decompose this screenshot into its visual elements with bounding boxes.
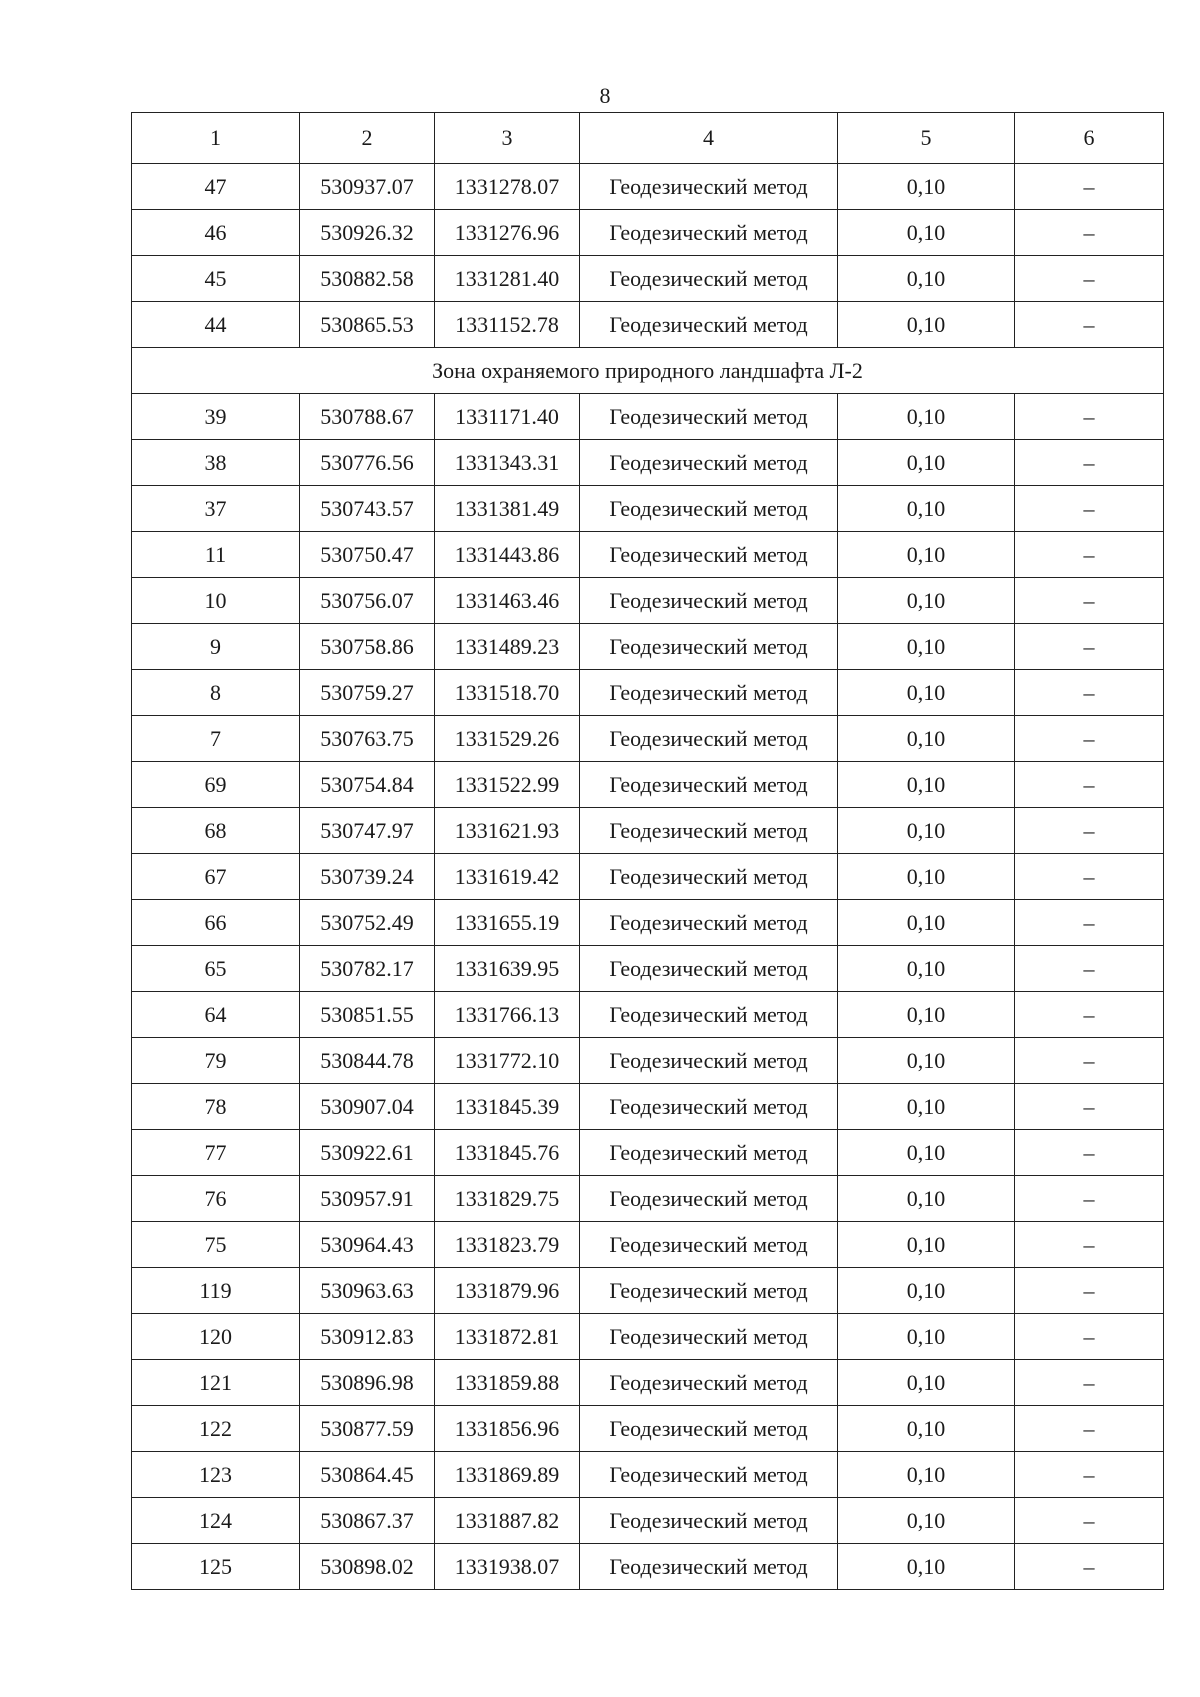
accuracy-cell: 0,10 [838,1314,1015,1360]
x-coordinate-cell: 530877.59 [300,1406,435,1452]
point-number-cell: 76 [132,1176,300,1222]
table-row [132,440,1164,486]
table-row [132,716,1164,762]
accuracy-cell: 0,10 [838,854,1015,900]
page-number: 8 [599,83,611,108]
x-coordinate-cell: 530964.43 [300,1222,435,1268]
x-coordinate-cell: 530758.86 [300,624,435,670]
note-cell: – [1015,1084,1164,1130]
coordinates-table-body [132,113,1164,1590]
table-row [132,946,1164,992]
accuracy-cell: 0,10 [838,256,1015,302]
accuracy-cell: 0,10 [838,1176,1015,1222]
table-row [132,900,1164,946]
point-number-cell: 69 [132,762,300,808]
table-row [132,578,1164,624]
y-coordinate-cell: 1331845.76 [435,1130,580,1176]
table-row [132,1452,1164,1498]
y-coordinate-cell: 1331443.86 [435,532,580,578]
y-coordinate-cell: 1331856.96 [435,1406,580,1452]
column-number-header: 1 [132,113,300,164]
table-row [132,1038,1164,1084]
table-row [132,1498,1164,1544]
note-cell: – [1015,440,1164,486]
x-coordinate-cell: 530937.07 [300,164,435,210]
y-coordinate-cell: 1331529.26 [435,716,580,762]
accuracy-cell: 0,10 [838,164,1015,210]
column-number-header: 4 [580,113,838,164]
table-row [132,854,1164,900]
x-coordinate-cell: 530851.55 [300,992,435,1038]
accuracy-cell: 0,10 [838,394,1015,440]
method-cell: Геодезический метод [580,624,838,670]
point-number-cell: 66 [132,900,300,946]
note-cell: – [1015,532,1164,578]
accuracy-cell: 0,10 [838,1222,1015,1268]
table-row [132,256,1164,302]
x-coordinate-cell: 530865.53 [300,302,435,348]
accuracy-cell: 0,10 [838,1130,1015,1176]
x-coordinate-cell: 530963.63 [300,1268,435,1314]
method-cell: Геодезический метод [580,900,838,946]
x-coordinate-cell: 530788.67 [300,394,435,440]
x-coordinate-cell: 530747.97 [300,808,435,854]
note-cell: – [1015,1268,1164,1314]
note-cell: – [1015,946,1164,992]
y-coordinate-cell: 1331343.31 [435,440,580,486]
table-row [132,532,1164,578]
x-coordinate-cell: 530754.84 [300,762,435,808]
method-cell: Геодезический метод [580,1176,838,1222]
zone-title-row [132,348,1164,394]
method-cell: Геодезический метод [580,1452,838,1498]
accuracy-cell: 0,10 [838,900,1015,946]
y-coordinate-cell: 1331619.42 [435,854,580,900]
point-number-cell: 64 [132,992,300,1038]
method-cell: Геодезический метод [580,1038,838,1084]
point-number-cell: 121 [132,1360,300,1406]
note-cell: – [1015,1176,1164,1222]
accuracy-cell: 0,10 [838,302,1015,348]
table-row [132,992,1164,1038]
x-coordinate-cell: 530896.98 [300,1360,435,1406]
note-cell: – [1015,210,1164,256]
point-number-cell: 38 [132,440,300,486]
x-coordinate-cell: 530907.04 [300,1084,435,1130]
table-row [132,1268,1164,1314]
method-cell: Геодезический метод [580,808,838,854]
table-row [132,1084,1164,1130]
method-cell: Геодезический метод [580,1314,838,1360]
accuracy-cell: 0,10 [838,670,1015,716]
x-coordinate-cell: 530867.37 [300,1498,435,1544]
method-cell: Геодезический метод [580,164,838,210]
table-row [132,210,1164,256]
point-number-cell: 45 [132,256,300,302]
point-number-cell: 78 [132,1084,300,1130]
note-cell: – [1015,394,1164,440]
note-cell: – [1015,624,1164,670]
accuracy-cell: 0,10 [838,808,1015,854]
y-coordinate-cell: 1331887.82 [435,1498,580,1544]
point-number-cell: 8 [132,670,300,716]
x-coordinate-cell: 530898.02 [300,1544,435,1590]
point-number-cell: 68 [132,808,300,854]
column-number-header: 2 [300,113,435,164]
note-cell: – [1015,716,1164,762]
y-coordinate-cell: 1331879.96 [435,1268,580,1314]
note-cell: – [1015,992,1164,1038]
point-number-cell: 77 [132,1130,300,1176]
point-number-cell: 10 [132,578,300,624]
y-coordinate-cell: 1331845.39 [435,1084,580,1130]
y-coordinate-cell: 1331276.96 [435,210,580,256]
y-coordinate-cell: 1331171.40 [435,394,580,440]
point-number-cell: 79 [132,1038,300,1084]
note-cell: – [1015,1544,1164,1590]
y-coordinate-cell: 1331489.23 [435,624,580,670]
table-row [132,1406,1164,1452]
note-cell: – [1015,302,1164,348]
note-cell: – [1015,1130,1164,1176]
y-coordinate-cell: 1331872.81 [435,1314,580,1360]
point-number-cell: 119 [132,1268,300,1314]
accuracy-cell: 0,10 [838,1038,1015,1084]
y-coordinate-cell: 1331381.49 [435,486,580,532]
x-coordinate-cell: 530912.83 [300,1314,435,1360]
accuracy-cell: 0,10 [838,486,1015,532]
table-row [132,1130,1164,1176]
x-coordinate-cell: 530864.45 [300,1452,435,1498]
y-coordinate-cell: 1331938.07 [435,1544,580,1590]
method-cell: Геодезический метод [580,716,838,762]
point-number-cell: 125 [132,1544,300,1590]
method-cell: Геодезический метод [580,486,838,532]
x-coordinate-cell: 530739.24 [300,854,435,900]
table-row [132,670,1164,716]
table-row [132,1360,1164,1406]
column-number-header: 6 [1015,113,1164,164]
x-coordinate-cell: 530926.32 [300,210,435,256]
y-coordinate-cell: 1331621.93 [435,808,580,854]
x-coordinate-cell: 530957.91 [300,1176,435,1222]
y-coordinate-cell: 1331522.99 [435,762,580,808]
point-number-cell: 7 [132,716,300,762]
note-cell: – [1015,1498,1164,1544]
accuracy-cell: 0,10 [838,1084,1015,1130]
y-coordinate-cell: 1331766.13 [435,992,580,1038]
x-coordinate-cell: 530922.61 [300,1130,435,1176]
column-number-header: 3 [435,113,580,164]
table-row [132,1544,1164,1590]
y-coordinate-cell: 1331655.19 [435,900,580,946]
y-coordinate-cell: 1331859.88 [435,1360,580,1406]
note-cell: – [1015,762,1164,808]
accuracy-cell: 0,10 [838,440,1015,486]
point-number-cell: 44 [132,302,300,348]
method-cell: Геодезический метод [580,1084,838,1130]
x-coordinate-cell: 530756.07 [300,578,435,624]
method-cell: Геодезический метод [580,1130,838,1176]
accuracy-cell: 0,10 [838,210,1015,256]
accuracy-cell: 0,10 [838,1360,1015,1406]
table-row [132,164,1164,210]
x-coordinate-cell: 530743.57 [300,486,435,532]
table-row [132,302,1164,348]
accuracy-cell: 0,10 [838,1544,1015,1590]
x-coordinate-cell: 530750.47 [300,532,435,578]
note-cell: – [1015,1038,1164,1084]
y-coordinate-cell: 1331463.46 [435,578,580,624]
note-cell: – [1015,164,1164,210]
method-cell: Геодезический метод [580,532,838,578]
note-cell: – [1015,1314,1164,1360]
method-cell: Геодезический метод [580,992,838,1038]
note-cell: – [1015,578,1164,624]
x-coordinate-cell: 530782.17 [300,946,435,992]
y-coordinate-cell: 1331152.78 [435,302,580,348]
point-number-cell: 75 [132,1222,300,1268]
x-coordinate-cell: 530776.56 [300,440,435,486]
column-number-header: 5 [838,113,1015,164]
table-row [132,808,1164,854]
note-cell: – [1015,1452,1164,1498]
point-number-cell: 120 [132,1314,300,1360]
table-row [132,1176,1164,1222]
column-number-header-row [132,113,1164,164]
accuracy-cell: 0,10 [838,578,1015,624]
method-cell: Геодезический метод [580,1222,838,1268]
accuracy-cell: 0,10 [838,1498,1015,1544]
accuracy-cell: 0,10 [838,1452,1015,1498]
zone-title: Зона охраняемого природного ландшафта Л-2 [132,348,1164,394]
accuracy-cell: 0,10 [838,624,1015,670]
note-cell: – [1015,1360,1164,1406]
note-cell: – [1015,854,1164,900]
point-number-cell: 67 [132,854,300,900]
table-row [132,1222,1164,1268]
point-number-cell: 47 [132,164,300,210]
accuracy-cell: 0,10 [838,1268,1015,1314]
y-coordinate-cell: 1331772.10 [435,1038,580,1084]
method-cell: Геодезический метод [580,1360,838,1406]
y-coordinate-cell: 1331823.79 [435,1222,580,1268]
x-coordinate-cell: 530752.49 [300,900,435,946]
point-number-cell: 124 [132,1498,300,1544]
y-coordinate-cell: 1331869.89 [435,1452,580,1498]
point-number-cell: 9 [132,624,300,670]
point-number-cell: 123 [132,1452,300,1498]
y-coordinate-cell: 1331639.95 [435,946,580,992]
accuracy-cell: 0,10 [838,532,1015,578]
note-cell: – [1015,1406,1164,1452]
method-cell: Геодезический метод [580,578,838,624]
method-cell: Геодезический метод [580,1268,838,1314]
note-cell: – [1015,900,1164,946]
point-number-cell: 46 [132,210,300,256]
y-coordinate-cell: 1331518.70 [435,670,580,716]
method-cell: Геодезический метод [580,762,838,808]
note-cell: – [1015,486,1164,532]
point-number-cell: 39 [132,394,300,440]
accuracy-cell: 0,10 [838,762,1015,808]
note-cell: – [1015,256,1164,302]
x-coordinate-cell: 530763.75 [300,716,435,762]
x-coordinate-cell: 530759.27 [300,670,435,716]
x-coordinate-cell: 530882.58 [300,256,435,302]
method-cell: Геодезический метод [580,670,838,716]
accuracy-cell: 0,10 [838,992,1015,1038]
note-cell: – [1015,1222,1164,1268]
point-number-cell: 122 [132,1406,300,1452]
y-coordinate-cell: 1331829.75 [435,1176,580,1222]
table-row [132,624,1164,670]
note-cell: – [1015,670,1164,716]
method-cell: Геодезический метод [580,256,838,302]
method-cell: Геодезический метод [580,302,838,348]
y-coordinate-cell: 1331278.07 [435,164,580,210]
table-row [132,394,1164,440]
x-coordinate-cell: 530844.78 [300,1038,435,1084]
method-cell: Геодезический метод [580,1498,838,1544]
method-cell: Геодезический метод [580,1544,838,1590]
method-cell: Геодезический метод [580,946,838,992]
y-coordinate-cell: 1331281.40 [435,256,580,302]
point-number-cell: 37 [132,486,300,532]
table-row [132,486,1164,532]
accuracy-cell: 0,10 [838,1406,1015,1452]
accuracy-cell: 0,10 [838,946,1015,992]
note-cell: – [1015,808,1164,854]
method-cell: Геодезический метод [580,1406,838,1452]
coordinates-table [131,112,1164,1590]
accuracy-cell: 0,10 [838,716,1015,762]
table-row [132,762,1164,808]
method-cell: Геодезический метод [580,854,838,900]
method-cell: Геодезический метод [580,210,838,256]
method-cell: Геодезический метод [580,440,838,486]
method-cell: Геодезический метод [580,394,838,440]
point-number-cell: 65 [132,946,300,992]
table-row [132,1314,1164,1360]
point-number-cell: 11 [132,532,300,578]
